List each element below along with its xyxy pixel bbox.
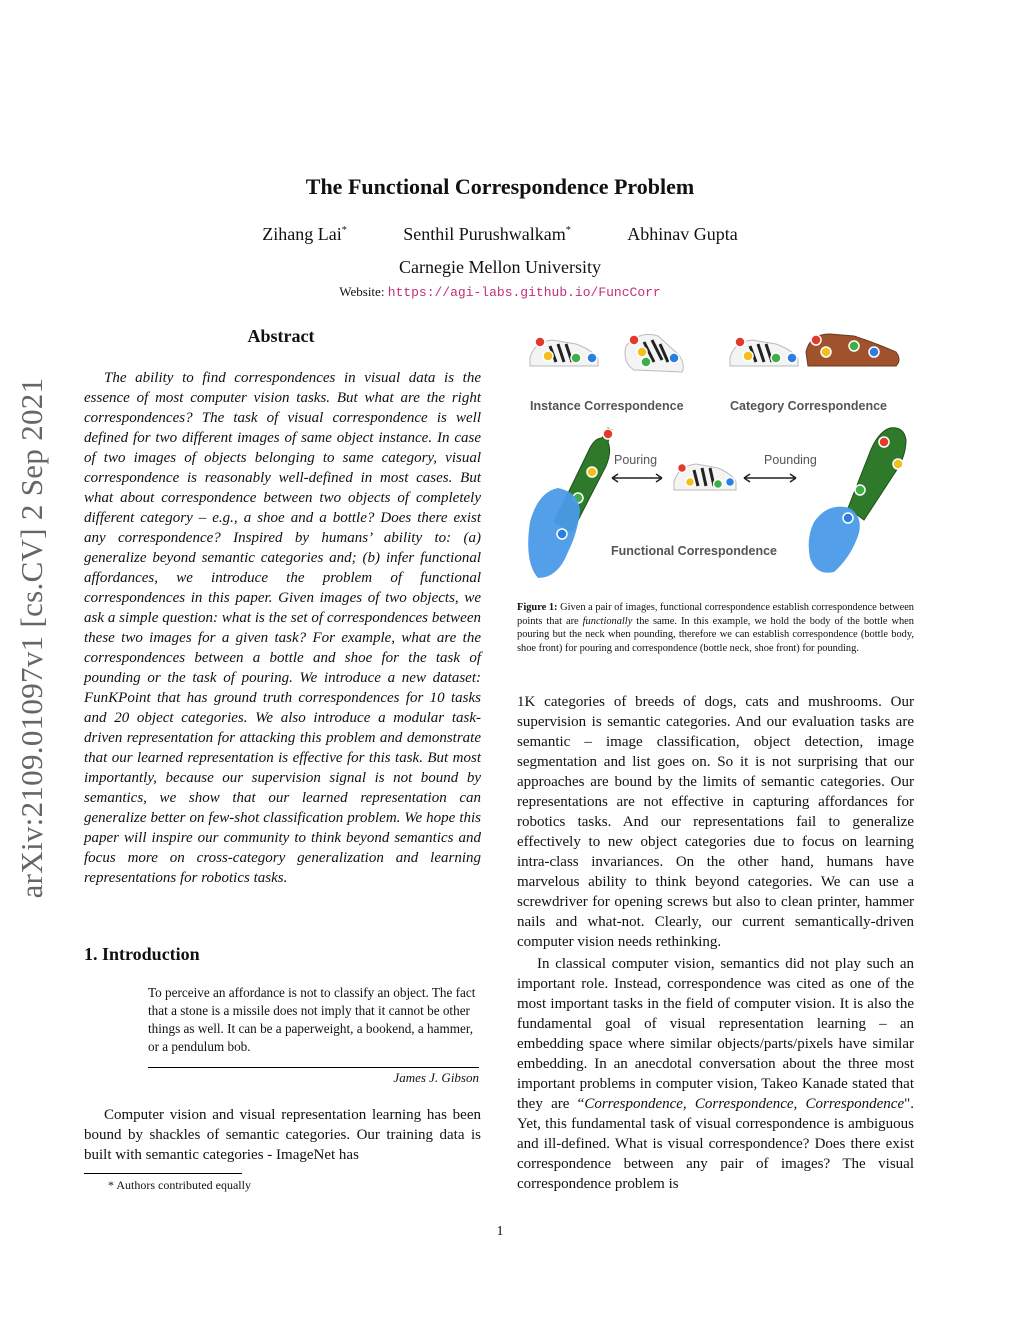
author-list: [0, 224, 1000, 245]
author-name: Zihang Lai: [262, 224, 342, 244]
epigraph-rule: [148, 1067, 479, 1068]
white-sneaker-center: [674, 464, 736, 491]
footnote: * Authors contributed equally: [108, 1178, 251, 1192]
white-sneaker-left: [530, 337, 598, 366]
intro-paragraph-1: Computer vision and visual representation learning has been bound by shackles of semantic categories. Our training data is built with semantic categories - ImageNet has: [84, 1107, 481, 1163]
page-number: 1: [496, 1224, 504, 1239]
paper-title: The Functional Correspondence Problem: [305, 174, 695, 199]
intro-paragraph-2: 1K categories of breeds of dogs, cats and mushrooms. Our supervision is semantic categories. And our evaluation tasks are semantic – image classification, object detection, image segmentation and list goes on. So it is not surprising that our approaches are bound by the limits of semantic categories. Our representations are not effective in capturing affordances for robotics tasks. And our representations fail to generalize effectively to new object categories due to focus on learning intra-class invariances. On the other hand, humans have marvelous ability to think beyond categories. We can use a screwdriver for opening screws but also to clean printer, hammer nails and what-not. Clearly, our current semantically-driven computer vision needs rethinking.: [517, 694, 914, 950]
caption-label: Figure 1:: [517, 602, 558, 613]
author-2: [403, 224, 571, 245]
white-sneaker-category: [730, 337, 798, 366]
institution: Carnegie Mellon University: [399, 257, 601, 277]
arrow-pouring: [612, 474, 662, 482]
intro-paragraph-3-b: ". Yet, this fundamental task of visual correspondence is ambiguous and ill-defined. What is visual correspondence? Does there exist correspondence between any pair of images? The visual correspondence problem is: [517, 1096, 915, 1192]
website-label: Website:: [339, 284, 385, 299]
caption-emphasis: functionally: [582, 615, 633, 627]
bottle-pouring: [528, 428, 613, 578]
intro-paragraph-3: [517, 954, 914, 1194]
website-line: [0, 284, 1000, 300]
label-functional: Functional Correspondence: [611, 544, 777, 558]
abstract-text: The ability to find correspondences in visual data is the essence of most computer vision tasks. But what are the right correspondences? The task of visual correspondence is well defined for two different images of same object instance. In case of two images of objects belonging to same category, visual correspondence is reasonably well-defined in most cases. But what about correspondence between two objects of completely different category – e.g., a shoe and a bottle? Does there exist any correspondence? Inspired by humans’ ability to: (a) generalize beyond semantic categories and; (b) infer functional affordances, we introduce the problem of functional correspondences in this paper. Given images of two objects, we ask a simple question: what is the set of correspondences between these two images for a given task? For example, what are the correspondences between a bottle and shoe for the task of pounding or the task of pouring. We introduce a new dataset: FunKPoint that has ground truth correspondences for 10 tasks and 20 object categories. We also introduce a modular task-driven representation for attacking this problem and demonstrate that our learned representation is effective for this task. But most importantly, because our supervision signal is not bound by semantics, we show that our learned representation can generalize better on few-shot classification problem. We hope this paper will inspire our community to think beyond semantics and focus more on cross-category generalization and learning representations for robotics tasks.: [84, 370, 481, 886]
leather-shoe: [806, 334, 899, 366]
author-name: Senthil Purushwalkam: [403, 224, 566, 244]
bottle-pounding: [809, 428, 906, 573]
intro-paragraph-3-a: In classical computer vision, semantics did not play such an important role. Instead, correspondence was cited as one of the most important tasks in the field of computer vision. It is also the fundamental goal of visual representation learning – an embedding space where similar objects/parts/pixels have similar embedding. In an anecdotal conversation about the three most important problems in computer vision, Takeo Kanade stated that they are “: [517, 956, 914, 1112]
label-pouring: Pouring: [614, 453, 658, 467]
figure-1-caption: [517, 601, 914, 655]
arxiv-stamp: arXiv:2109.01097v1 [cs.CV] 2 Sep 2021: [14, 377, 49, 899]
website-link[interactable]: https://agi-labs.github.io/FuncCorr: [387, 285, 661, 300]
label-instance: Instance Correspondence: [530, 399, 684, 413]
author-1: [262, 224, 346, 245]
caption-text-b: the same. In this example, we hold the body of the bottle when pouring but the neck when pounding, therefore we can establish correspondence (bottle body, shoe front) for pouring and correspondence (bottle neck, shoe front) for pounding.: [517, 615, 914, 654]
white-sneaker-right: [625, 334, 683, 372]
epigraph-quote: To perceive an affordance is not to classify an object. The fact that a stone is a missile does not imply that it cannot be other things as well. It can be a paperweight, a bookend, a hammer, or a pendulum bob.: [148, 985, 476, 1054]
label-pounding: Pounding: [764, 453, 817, 467]
footnote-rule: [84, 1173, 242, 1174]
caption-text-a: Given a pair of images, functional correspondence establish correspondence between points that are: [517, 602, 914, 627]
label-category: Category Correspondence: [730, 399, 887, 413]
epigraph-author: James J. Gibson: [393, 1070, 479, 1085]
author-3: [627, 224, 737, 245]
equal-contrib-mark: *: [341, 225, 347, 236]
figure-1: [518, 322, 914, 588]
intro-paragraph-3-emphasis: Correspondence, Correspondence, Correspondence: [584, 1096, 905, 1112]
arrow-pounding: [744, 474, 796, 482]
author-name: Abhinav Gupta: [627, 224, 738, 244]
equal-contrib-mark: *: [565, 225, 571, 236]
abstract-heading: Abstract: [247, 326, 315, 346]
section-heading-introduction: 1. Introduction: [84, 944, 200, 964]
